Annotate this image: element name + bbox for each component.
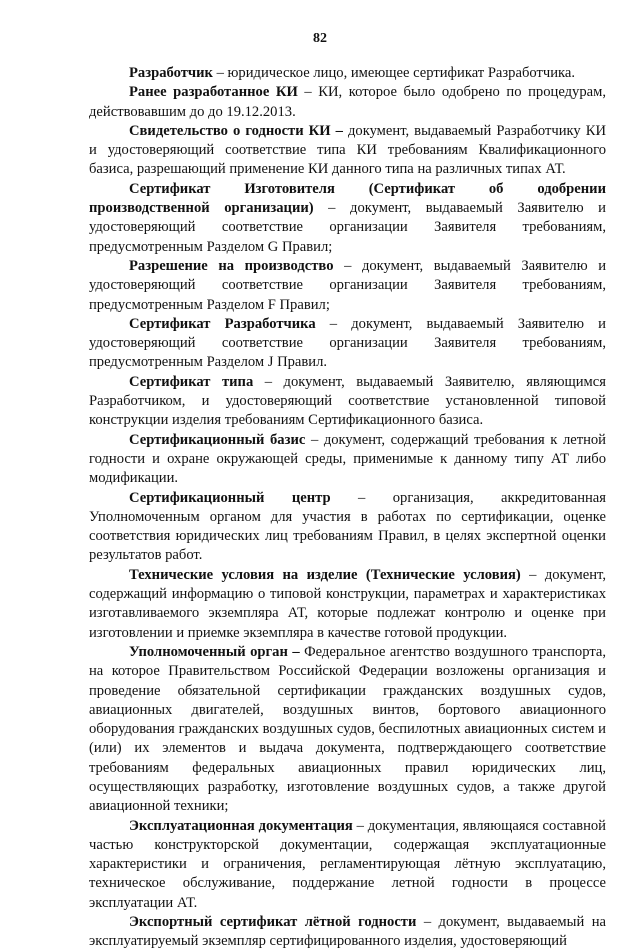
definition-term: Свидетельство о годности КИ – — [129, 122, 343, 139]
definition-text: – документация, являющаяся составной частью конструкторской документации, содержащая эксплуатационные характеристики и ограничения, регламентирующая лётную эксплуатацию, техническое обслуживание, поддержание летной годности в процессе эксплуатации АТ. — [89, 817, 606, 911]
definition-paragraph — [89, 566, 606, 643]
definition-term: Эксплуатационная документация — [129, 817, 353, 834]
definition-term: Сертификат Изготовителя (Сертификат об одобрении производственной организации) — [89, 180, 606, 217]
page-number: 82 — [313, 31, 327, 46]
definition-text: – документ, содержащий информацию о типовой конструкции, параметрах и характеристиках изготавливаемого экземпляра АТ, которые подлежат контролю и оценке при изготовлении и приемке экземпляра в качестве готовой продукции. — [89, 566, 606, 641]
definition-term: Сертификат типа — [129, 373, 254, 390]
definition-text: – организация, аккредитованная Уполномоченным органом для участия в работах по сертификации, оценке соответствия юридических лиц требованиям Правил, в целях экспертной оценки результатов работ. — [89, 489, 607, 564]
definition-paragraph — [89, 431, 606, 489]
definition-paragraph — [89, 83, 606, 122]
definition-text: – юридическое лицо, имеющее сертификат Разработчика. — [212, 65, 576, 81]
definition-text: – документ, выдаваемый Заявителю, являющимся Разработчиком, и удостоверяющий соответствие установленной типовой конструкции изделия требованиям Сертификационного базиса. — [89, 373, 606, 429]
definition-paragraph — [89, 315, 606, 373]
definition-text: – документ, выдаваемый Заявителю и удостоверяющий соответствие организации Заявителя требованиям, предусмотренным Разделом F Правил; — [89, 257, 607, 313]
definition-term: Сертификат Разработчика — [129, 315, 316, 332]
definition-text: документ, выдаваемый Разработчику КИ и удостоверяющий соответствие типа КИ требованиям Квалификационного базиса, разрешающий применение КИ данного типа на различных типах АТ. — [89, 122, 606, 178]
definition-term: Разработчик — [129, 65, 213, 81]
definition-text: – КИ, которое было одобрено по процедурам, действовавшим до до 19.12.2013. — [89, 84, 606, 120]
definition-term: Технические условия на изделие (Технические условия) — [129, 566, 521, 583]
definition-term: Экспортный сертификат лётной годности — [129, 914, 417, 931]
definition-term: Разрешение на производство — [129, 257, 334, 274]
definition-paragraph — [89, 64, 606, 83]
definition-paragraph — [89, 489, 606, 566]
definition-text: – документ, выдаваемый Заявителю и удостоверяющий соответствие организации Заявителя требованиям, предусмотренным Разделом J Правил. — [89, 315, 606, 371]
definition-paragraph — [89, 373, 606, 431]
definition-paragraph — [89, 180, 606, 257]
definition-term: Сертификационный базис — [129, 431, 306, 448]
definition-text: – документ, выдаваемый на эксплуатируемый экземпляр сертифицированного изделия, удостоверяющий — [89, 914, 606, 950]
definition-paragraph — [89, 643, 606, 817]
definition-term: Сертификационный центр — [129, 489, 331, 506]
definition-text: – документ, выдаваемый Заявителю и удостоверяющий соответствие организации Заявителя требованиям, предусмотренным Разделом G Правил; — [89, 200, 606, 255]
definition-text: Федеральное агентство воздушного транспорта, на которое Правительством Российской Федерации возложены организация и проведение обязательной сертификации гражданских воздушных судов, авиационных двигателей, воздушных винтов, бортового авиационного оборудования гражданских воздушных судов, беспилотных авиационных систем и (или) их элементов и выдача документа, подтверждающего соответствие требованиям федеральных авиационных правил юридических лиц, осуществляющих разработку, изготовление воздушных судов, а также другой авиационной техники; — [89, 643, 606, 815]
definition-term: Ранее разработанное КИ — [129, 84, 298, 101]
definition-term: Уполномоченный орган – — [129, 643, 300, 660]
definition-paragraph — [89, 122, 606, 180]
definition-paragraph — [89, 257, 606, 315]
definition-text: – документ, содержащий требования к летной годности и охране окружающей среды, применимые к данному типу АТ либо модификации. — [89, 431, 606, 487]
definition-paragraph — [89, 913, 606, 952]
definitions-list — [89, 64, 606, 952]
definition-paragraph — [89, 817, 606, 913]
